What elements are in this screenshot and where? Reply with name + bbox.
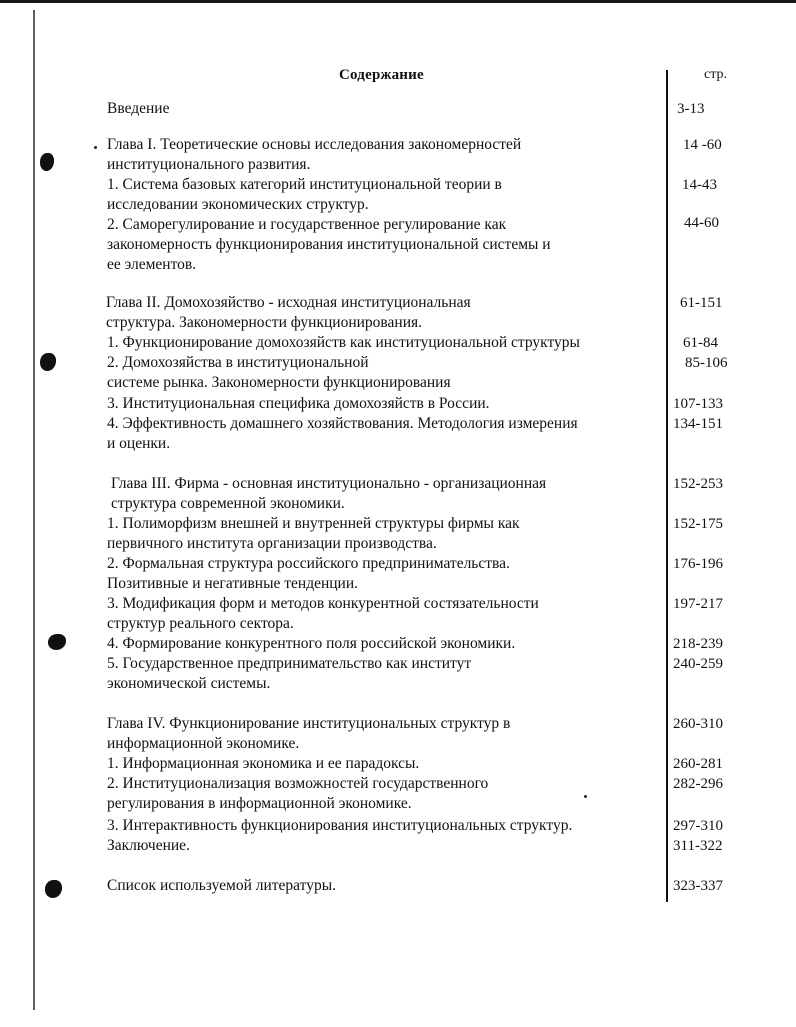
toc-entry-title: 2. Домохозяйства в институциональной (107, 354, 369, 371)
toc-entry-page-range: 297-310 (673, 818, 723, 834)
page-column-header: стр. (704, 67, 728, 82)
toc-entry-page-range: 14 -60 (683, 137, 722, 153)
toc-entry-title: 1. Функционирование домохозяйств как институциональной структуры (107, 334, 580, 351)
toc-entry-title: 3. Модификация форм и методов конкурентной состязательности (107, 595, 539, 612)
toc-entry-continuation: ее элементов. (107, 256, 197, 273)
toc-entry-continuation: экономической системы. (107, 675, 271, 692)
toc-entry-continuation: закономерность функционирования институциональной системы и (107, 236, 551, 253)
toc-entry-title: Глава II. Домохозяйство - исходная институциональная (106, 294, 471, 311)
toc-entry-title: 1. Система базовых категорий институциональной теории в (107, 176, 502, 193)
toc-entry-title: 1. Информационная экономика и ее парадоксы. (107, 755, 420, 772)
toc-entry-page-range: 282-296 (673, 776, 723, 792)
toc-entry-title: Список используемой литературы. (107, 877, 337, 894)
toc-entry-continuation: и оценки. (107, 435, 171, 452)
toc-entry-title: 3. Институциональная специфика домохозяйств в России. (107, 395, 490, 412)
toc-entry-continuation: информационной экономике. (107, 735, 300, 752)
toc-entry-title: Глава III. Фирма - основная институционально - организационная (111, 475, 547, 492)
toc-entry-title: 2. Саморегулирование и государственное регулирование как (107, 216, 507, 233)
toc-entry-page-range: 14-43 (682, 177, 717, 193)
toc-entry-continuation: институционального развития. (107, 156, 311, 173)
toc-entry-page-range: 176-196 (673, 556, 723, 572)
toc-entry-title: 2. Формальная структура российского предпринимательства. (107, 555, 510, 572)
toc-entry-continuation: Позитивные и негативные тенденции. (107, 575, 359, 592)
toc-entry-page-range: 61-151 (680, 295, 723, 311)
toc-entry-page-range: 311-322 (673, 838, 723, 854)
toc-entry-title: 3. Интерактивность функционирования институциональных структур. (107, 817, 573, 834)
toc-entry-title: 1. Полиморфизм внешней и внутренней структуры фирмы как (107, 515, 520, 532)
toc-entry-page-range: 85-106 (685, 355, 728, 371)
binding-hole-mark (40, 153, 54, 171)
binding-hole-mark (40, 353, 56, 371)
toc-entry-continuation: структура современной экономики. (111, 495, 345, 512)
toc-entry-continuation: системе рынка. Закономерности функционирования (107, 374, 451, 391)
toc-entry-title: Глава I. Теоретические основы исследования закономерностей (107, 136, 522, 153)
toc-entry-page-range: 152-175 (673, 516, 723, 532)
toc-entry-page-range: 323-337 (673, 878, 723, 894)
toc-entry-continuation: структура. Закономерности функционирования. (106, 314, 422, 331)
toc-entry-continuation: исследовании экономических структур. (107, 196, 369, 213)
binding-hole-mark (48, 634, 66, 650)
toc-entry-title: 4. Эффективность домашнего хозяйствования. Методология измерения (107, 415, 578, 432)
scan-speck (94, 146, 97, 149)
toc-entry-continuation: структур реального сектора. (107, 615, 294, 632)
toc-entry-page-range: 197-217 (673, 596, 723, 612)
toc-entry-page-range: 44-60 (684, 215, 719, 231)
toc-entry-page-range: 218-239 (673, 636, 723, 652)
toc-entry-page-range: 260-281 (673, 756, 723, 772)
toc-entry-page-range: 61-84 (683, 335, 718, 351)
toc-entry-continuation: первичного института организации производства. (107, 535, 437, 552)
toc-entry-page-range: 3-13 (677, 101, 705, 117)
toc-entry-title: 5. Государственное предпринимательство как институт (107, 655, 472, 672)
toc-entry-page-range: 152-253 (673, 476, 723, 492)
page-title: Содержание (339, 67, 424, 83)
scan-left-edge (33, 10, 35, 1010)
page-column-rule (666, 70, 668, 902)
toc-entry-title: Глава IV. Функционирование институциональных структур в (107, 715, 511, 732)
toc-entry-title: 4. Формирование конкурентного поля российской экономики. (107, 635, 516, 652)
toc-entry-page-range: 134-151 (673, 416, 723, 432)
toc-entry-page-range: 260-310 (673, 716, 723, 732)
toc-entry-page-range: 107-133 (673, 396, 723, 412)
toc-entry-title: Введение (107, 100, 170, 117)
binding-hole-mark (45, 880, 62, 898)
toc-entry-continuation: регулирования в информационной экономике. (107, 795, 412, 812)
toc-entry-title: Заключение. (107, 837, 190, 854)
toc-entry-title: 2. Институционализация возможностей государственного (107, 775, 489, 792)
toc-entry-page-range: 240-259 (673, 656, 723, 672)
scan-top-edge (0, 0, 796, 3)
